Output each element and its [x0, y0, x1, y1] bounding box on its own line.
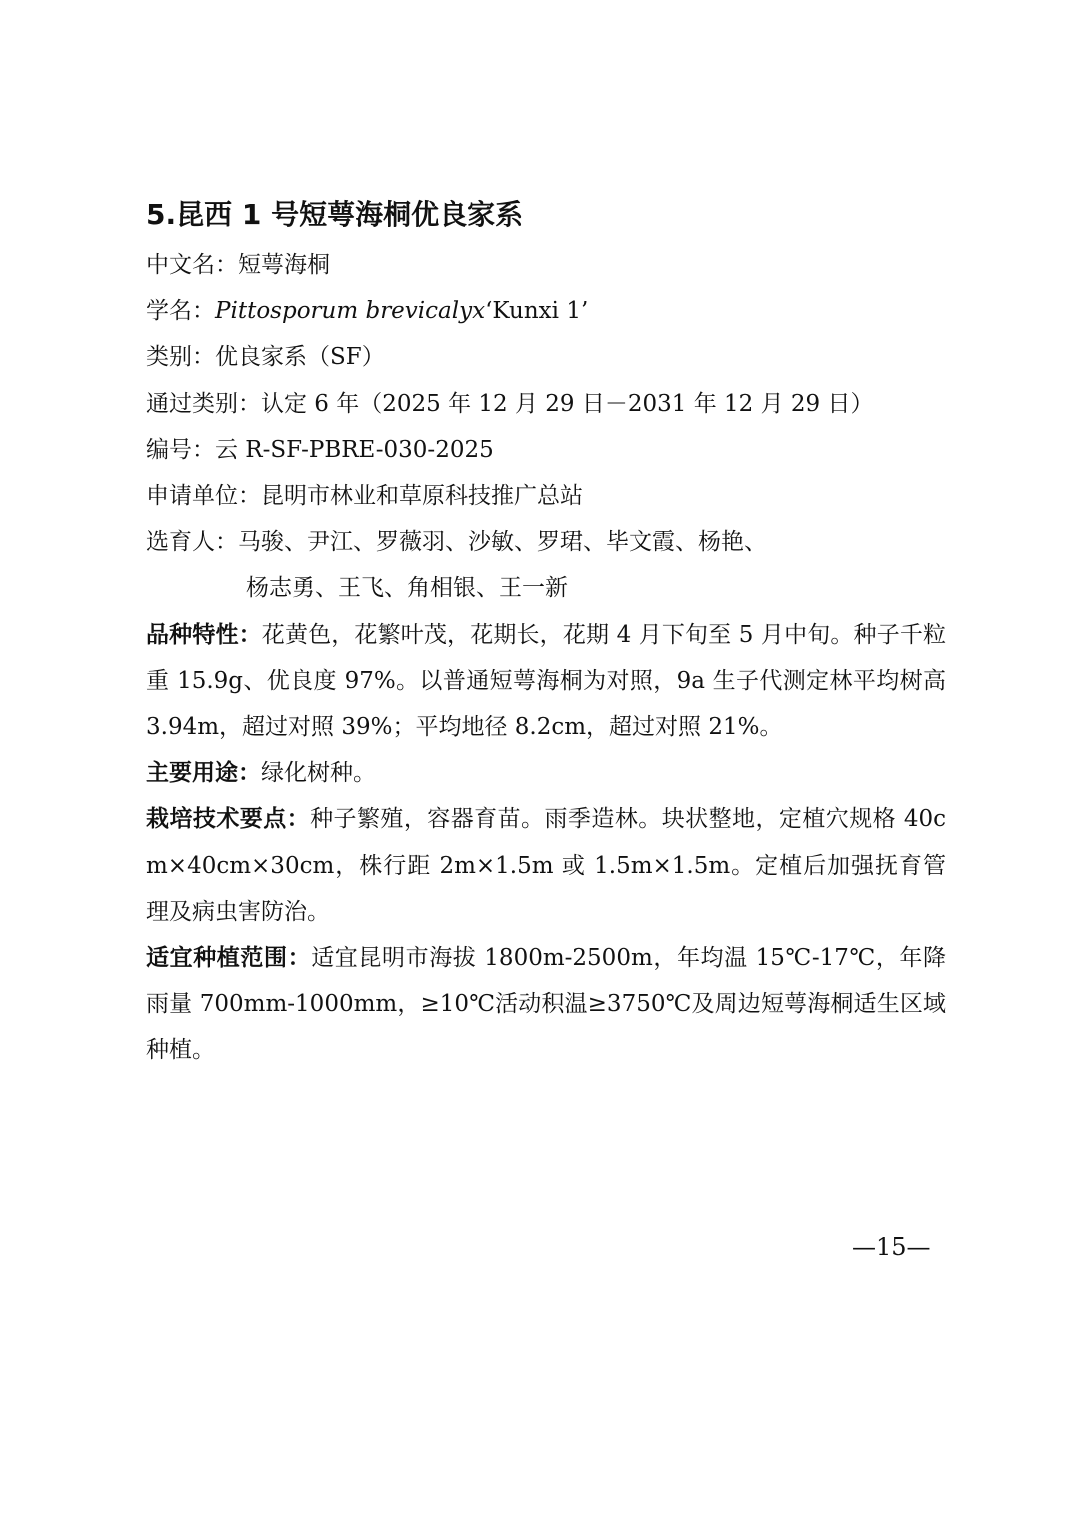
field-value: 云 R-SF-PBRE-030-2025	[215, 436, 494, 463]
field-label: 申请单位：	[146, 482, 261, 509]
section-text: 花黄色，花繁叶茂，花期长，花期 4 月下旬至 5 月中旬。种子千粒重 15.9g、优良度 97%。以普通短萼海桐为对照，9a 生子代测定林平均树高 3.94m，超过对照 39%；平均地径 8.2cm，超过对照 21%。	[146, 621, 947, 740]
section-label: 栽培技术要点：	[146, 806, 311, 833]
field-breeders	[146, 519, 946, 565]
section-title: 5.昆西 1 号短萼海桐优良家系	[146, 198, 524, 231]
field-value: 认定 6 年（2025 年 12 月 29 日－2031 年 12 月 29 日）	[261, 390, 874, 417]
field-applicant	[146, 473, 946, 519]
field-value: 马骏、尹江、罗薇羽、沙敏、罗珺、毕文霞、杨艳、	[238, 529, 767, 556]
field-label: 中文名：	[146, 252, 238, 278]
field-label: 选育人：	[146, 529, 238, 556]
cultivar-name: ‘Kunxi 1’	[485, 298, 589, 325]
section-cultivation	[146, 796, 946, 935]
section-text: 适宜昆明市海拔 1800m-2500m，年均温 15℃-17℃，年降雨量 700mm-1000mm，≥10℃活动积温≥3750℃及周边短萼海桐适生区域种植。	[146, 944, 947, 1064]
field-scientific-name	[146, 288, 946, 334]
section-label: 品种特性：	[146, 621, 262, 648]
field-chinese-name	[146, 242, 946, 288]
field-label: 类别：	[146, 344, 215, 371]
section-text: 种子繁殖，容器育苗。雨季造林。块状整地，定植穴规格 40cm×40cm×30cm，株行距 2m×1.5m 或 1.5m×1.5m。定植后加强抚育管理及病虫害防治。	[146, 806, 947, 925]
document-content	[146, 188, 946, 1074]
section-label: 主要用途：	[146, 760, 261, 787]
field-value: 杨志勇、王飞、角相银、王一新	[246, 575, 568, 602]
section-traits	[146, 612, 946, 751]
field-category	[146, 334, 946, 380]
section-uses	[146, 750, 946, 796]
section-text: 绿化树种。	[261, 760, 376, 787]
field-breeders-continued	[146, 565, 946, 611]
section-label: 适宜种植范围：	[146, 944, 312, 971]
field-label: 通过类别：	[146, 390, 261, 417]
field-approval	[146, 381, 946, 427]
field-label: 学名：	[146, 298, 215, 325]
latin-name: Pittosporum brevicalyx	[215, 298, 486, 325]
field-value: 优良家系（SF）	[215, 344, 385, 371]
field-value: 短萼海桐	[238, 252, 330, 278]
field-value: 昆明市林业和草原科技推广总站	[261, 482, 583, 509]
section-range	[146, 935, 946, 1074]
page-number: —15—	[852, 1233, 931, 1261]
field-number	[146, 427, 946, 473]
field-label: 编号：	[146, 436, 215, 463]
